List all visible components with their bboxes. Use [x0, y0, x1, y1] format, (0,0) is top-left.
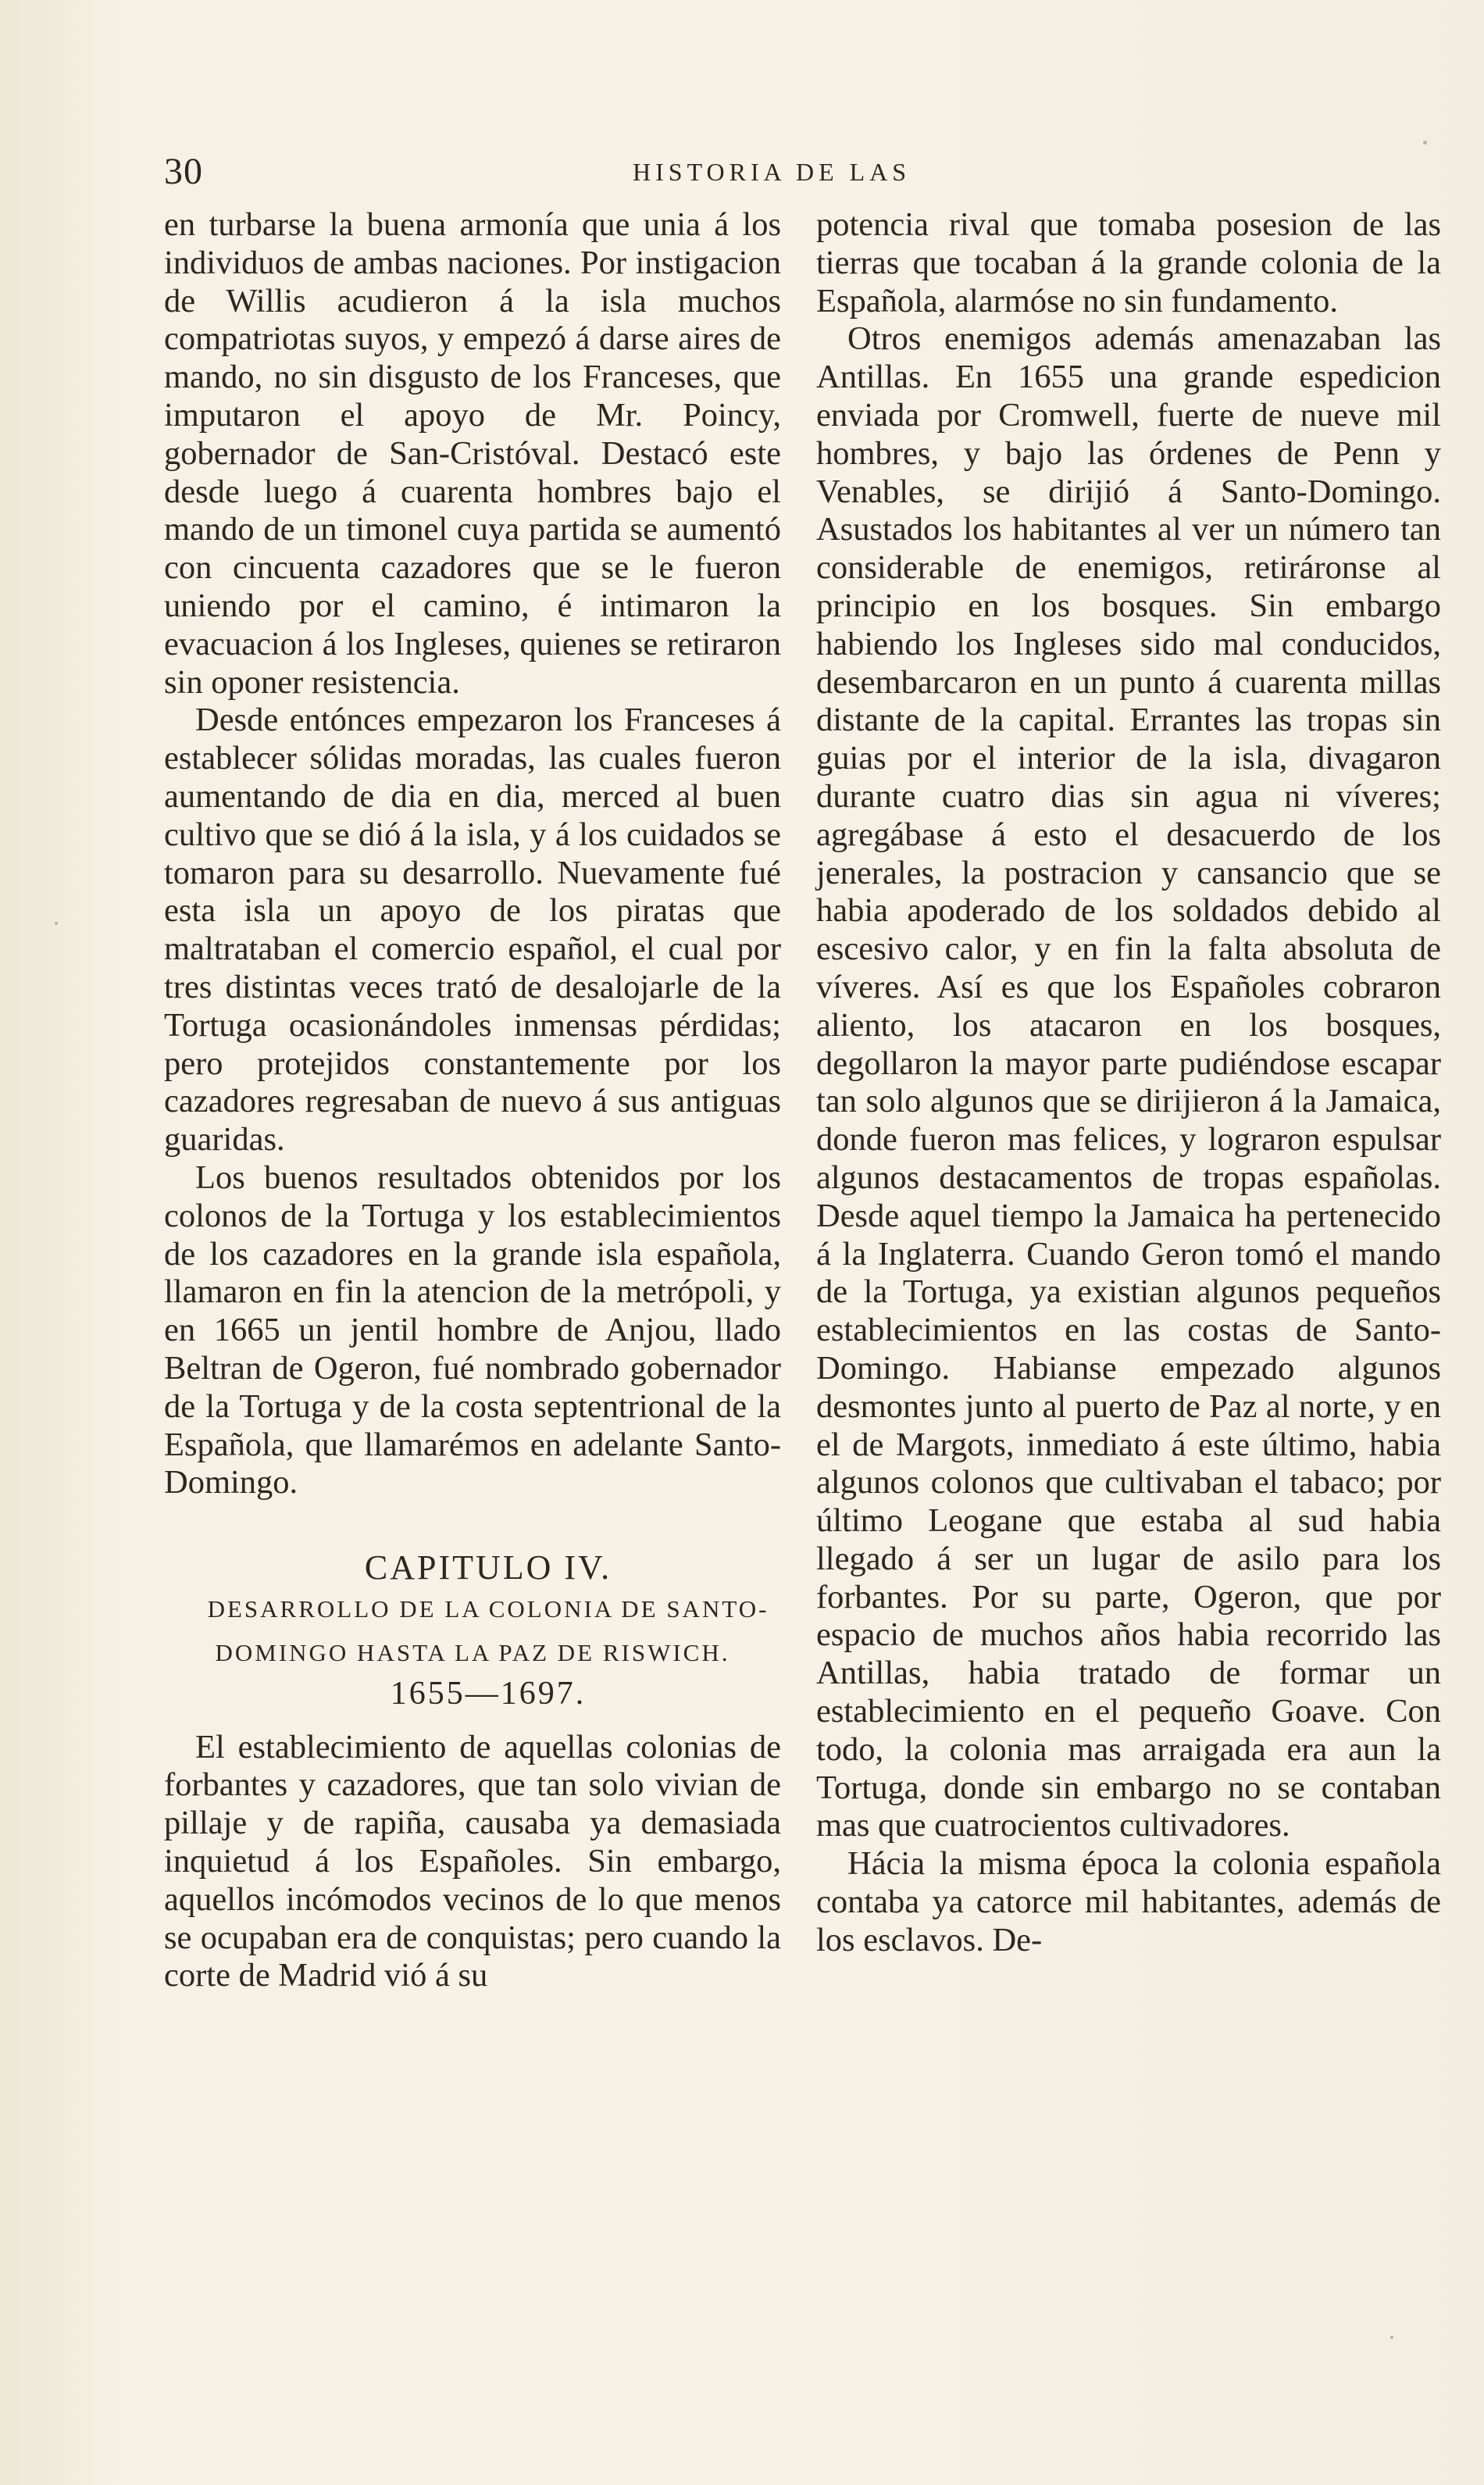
paragraph: potencia rival que tomaba posesion de las tierras que tocaban á la grande colonia de la Española, alarmóse no sin fundamento. — [816, 206, 1441, 320]
paragraph: Otros enemigos además amenazaban las Antillas. En 1655 una grande espedicion enviada por Cromwell, fuerte de nueve mil hombres, y bajo las órdenes de Penn y Venables, se dirijió á Santo-Domingo. Asustados los habitantes al ver un número tan considerable de enemigos, retiráronse al principio en los bosques. Sin embargo habiendo los Ingleses sido mal conducidos, desembarcaron en un punto á cuarenta millas distante de la capital. Errantes las tropas sin guias por el interior de la isla, divagaron durante cuatro dias sin agua ni víveres; agregábase á esto el desacuerdo de los jenerales, la postracion y cansancio que se habia apoderado de los soldados debido al escesivo calor, y en fin la falta absoluta de víveres. Así es que los Españoles cobraron aliento, los atacaron en los bosques, degollaron la mayor parte pudiéndose escapar tan solo algunos que se dirijieron á la Jamaica, donde fueron mas felices, y lograron espulsar algunos destacamentos de tropas españolas. Desde aquel tiempo la Jamaica ha pertenecido á la Inglaterra. Cuando Geron tomó el mando de la Tortuga, ya existian algunos pequeños establecimientos en las costas de Santo-Domingo. Habianse empezado algunos desmontes junto al puerto de Paz al norte, y en el de Margots, inmediato á este último, habia algunos colonos que cultivaban el tabaco; por último Leogane que estaba al sud habia llegado á ser un lugar de asilo para los forbantes. Por su parte, Ogeron, que por espacio de muchos años habia recorrido las Antillas, habia tratado de formar un establecimiento en el pequeño Goave. Con todo, la colonia mas arraigada era aun la Tortuga, donde sin embargo no se contaban mas que cuatrocientos cultivadores. — [816, 320, 1441, 1844]
paragraph: Desde entónces empezaron los Franceses á establecer sólidas moradas, las cuales fueron aumentando de dia en dia, merced al buen cultivo que se dió á la isla, y á los cuidados se tomaron para su desarrollo. Nuevamente fué esta isla un apoyo de los piratas que maltrataban el comercio español, el cual por tres distintas veces trató de desalojarle de la Tortuga ocasionándoles inmensas pérdidas; pero protejidos constantemente por los cazadores regresaban de nuevo á sus antiguas guaridas. — [164, 702, 781, 1159]
paragraph: El establecimiento de aquellas colonias de forbantes y cazadores, que tan solo vivian de pillaje y de rapiña, causaba ya demasiada inquietud á los Españoles. Sin embargo, aquellos incómodos vecinos de lo que menos se ocupaban era de conquistas; pero cuando la corte de Madrid vió á su — [164, 1728, 781, 1994]
running-title: HISTORIA DE LAS — [633, 158, 911, 186]
chapter-dates: 1655—1697. — [390, 1675, 587, 1712]
paper-speck — [55, 922, 58, 925]
right-column — [816, 206, 1441, 1960]
paragraph: en turbarse la buena armonía que unia á los individuos de ambas naciones. Por instigacion de Willis acudieron á la isla muchos compatriotas suyos, y empezó á darse aires de mando, no sin disgusto de los Franceses, que imputaron el apoyo de Mr. Poincy, gobernador de San-Cristóval. Destacó este desde luego á cuarenta hombres bajo el mando de un timonel cuya partida se aumentó con cincuenta cazadores que se le fueron uniendo por el camino, é intimaron la evacuacion á los Ingleses, quienes se retiraron sin oponer resistencia. — [164, 206, 781, 701]
paragraph: Hácia la misma época la colonia española contaba ya catorce mil habitantes, además de los esclavos. De- — [816, 1845, 1441, 1958]
chapter-heading — [164, 1549, 781, 1713]
page-header — [164, 150, 1445, 197]
chapter-title: CAPITULO IV. — [364, 1548, 612, 1587]
paper-speck — [1390, 2336, 1393, 2339]
paper-speck — [1423, 141, 1427, 145]
chapter-subtitle: DESARROLLO DE LA COLONIA DE SANTO-DOMINGO HASTA LA PAZ DE RISWICH. — [207, 1594, 769, 1666]
left-column — [164, 206, 781, 1995]
page-number: 30 — [164, 151, 203, 192]
paragraph: Los buenos resultados obtenidos por los colonos de la Tortuga y los establecimientos de los cazadores en la grande isla española, llamaron en fin la atencion de la metrópoli, y en 1665 un jentil hombre de Anjou, llado Beltran de Ogeron, fué nombrado gobernador de la Tortuga y de la costa septentrional de la Española, que llamarémos en adelante Santo-Domingo. — [164, 1159, 781, 1501]
